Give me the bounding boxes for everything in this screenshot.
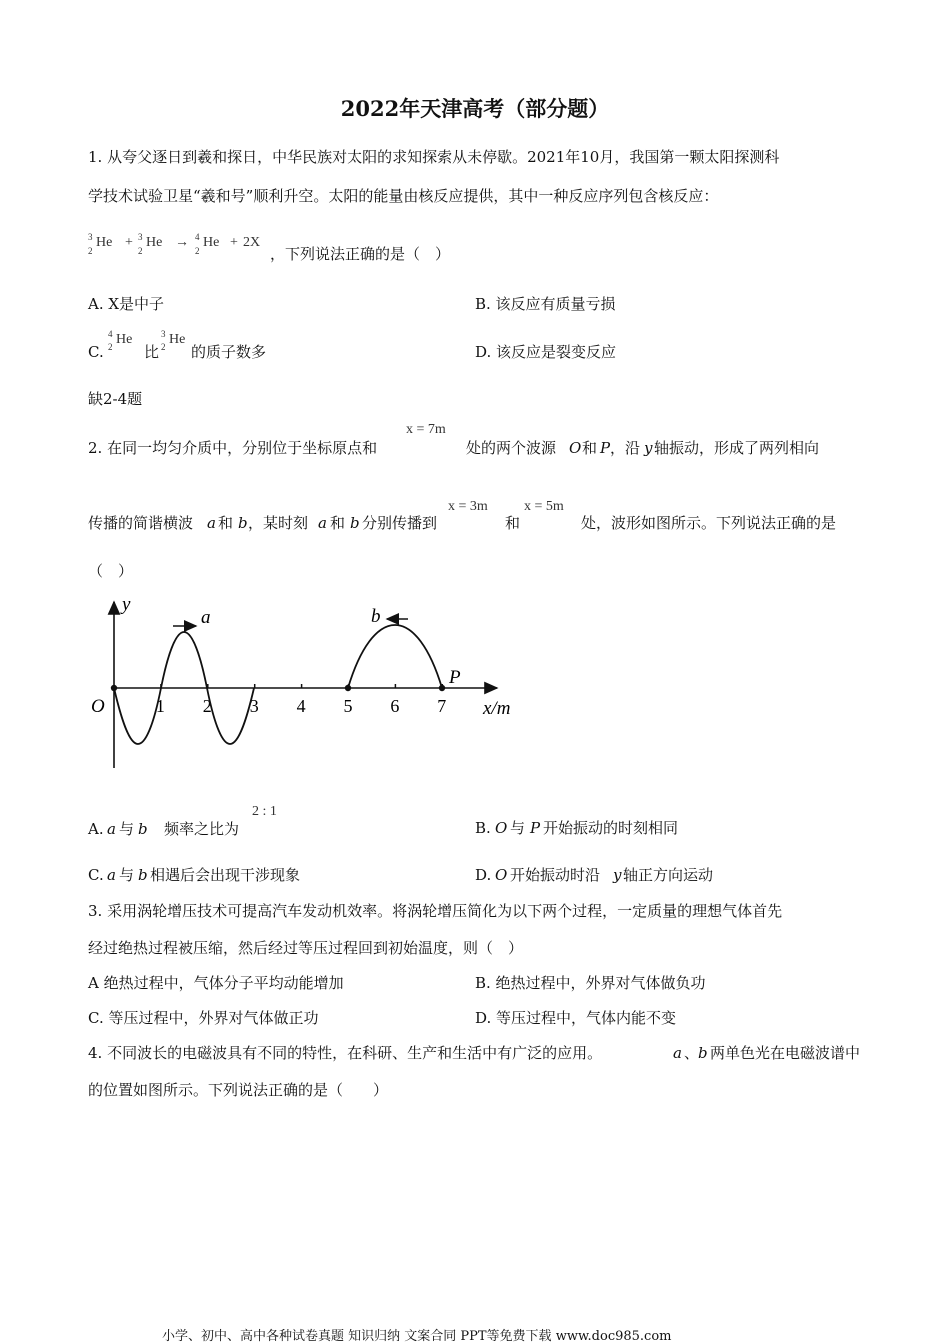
option-letter: C.: [88, 866, 104, 884]
q2-option-d: [475, 865, 775, 887]
charge-number: 2: [195, 246, 200, 256]
text-segment: 与: [119, 866, 135, 884]
mass-number: 4: [108, 329, 113, 339]
text-segment: 轴振动，形成了两列相向: [654, 439, 820, 457]
mass-number: 3: [138, 232, 143, 242]
text-segment: 频率之比为: [164, 820, 240, 838]
helium-symbol: He: [203, 235, 220, 250]
q3-option-d: D. 等压过程中，气体内能不变: [475, 1009, 677, 1027]
q4-line2: 的位置如图所示。下列说法正确的是（ ）: [88, 1081, 389, 1099]
mass-number: 3: [161, 329, 166, 339]
q2-line1: [88, 420, 868, 460]
origin-dot: [111, 685, 117, 691]
wave-b-front-dot: [345, 685, 351, 691]
x-tick-label: 5: [343, 696, 353, 716]
q3-option-c: C. 等压过程中，外界对气体做正功: [88, 1009, 319, 1027]
var-o: O: [495, 866, 508, 884]
x-tick-label: 6: [390, 696, 400, 716]
q1-stem-tail: ，下列说法正确的是（ ）: [270, 245, 451, 263]
option-letter: A.: [88, 820, 104, 838]
ratio-value: 2 : 1: [252, 804, 277, 819]
charge-number: 2: [108, 342, 113, 352]
option-text: 的质子数多: [191, 343, 267, 361]
origin-label: O: [91, 696, 105, 717]
var-b: b: [138, 866, 148, 884]
q1-option-c: [88, 328, 308, 362]
text-segment: ，沿: [610, 439, 641, 457]
product-2x: 2X: [243, 235, 261, 250]
missing-questions-note: 缺2-4题: [88, 390, 143, 408]
text-segment: 与: [119, 820, 135, 838]
var-y: y: [613, 866, 622, 884]
text-segment: 开始振动时沿: [510, 866, 601, 884]
charge-number: 2: [161, 342, 166, 352]
y-axis-label: y: [122, 594, 131, 615]
x-axis-label: x/m: [483, 698, 511, 719]
text-segment: 处，波形如图所示。下列说法正确的是: [581, 514, 837, 532]
q3-line1: 3. 采用涡轮增压技术可提高汽车发动机效率。将涡轮增压简化为以下两个过程，一定质量的理想气体首先: [88, 902, 783, 920]
text-segment: 分别传播到: [362, 514, 438, 532]
source-p-dot: [439, 685, 445, 691]
mass-number: 3: [88, 232, 93, 242]
helium-symbol: He: [116, 332, 133, 347]
q2-option-c: [88, 865, 388, 887]
helium-symbol: He: [96, 235, 113, 250]
q3-option-a: A 绝热过程中，气体分子平均动能增加: [88, 974, 344, 992]
text-segment: 和: [582, 439, 598, 457]
wave-figure: [85, 590, 535, 780]
var-a: a: [107, 820, 116, 838]
text-segment: 轴正方向运动: [623, 866, 714, 884]
wave-b-curve: [348, 625, 442, 688]
var-a: a: [318, 514, 327, 532]
q1-option-b: B. 该反应有质量亏损: [475, 295, 616, 313]
q1-reaction-formula: [88, 230, 278, 260]
math-x5: x = 5m: [524, 499, 564, 514]
mass-number: 4: [195, 232, 200, 242]
option-letter: C.: [88, 343, 104, 361]
text-segment: ，某时刻: [248, 514, 309, 532]
text-segment: 相遇后会出现干涉现象: [150, 866, 301, 884]
compare-text: 比: [144, 343, 160, 361]
q2-option-b: [475, 818, 775, 840]
q1-option-a: A. X是中子: [88, 295, 165, 313]
wave-b-label: b: [371, 606, 381, 627]
plus-sign: +: [125, 235, 133, 250]
x-tick-label: 1: [155, 696, 165, 716]
text-segment: 4. 不同波长的电磁波具有不同的特性，在科研、生产和生活中有广泛的应用。: [88, 1044, 603, 1062]
math-x3: x = 3m: [448, 499, 488, 514]
var-a: a: [107, 866, 116, 884]
source-p-label: P: [449, 667, 461, 688]
arrow-icon: →: [175, 235, 189, 250]
x-tick-label: 2: [202, 696, 212, 716]
q2-answer-paren: （ ）: [88, 562, 134, 580]
math-x7: x = 7m: [406, 422, 446, 437]
q3-line2: 经过绝热过程被压缩，然后经过等压过程回到初始温度，则（ ）: [88, 939, 524, 957]
var-b: b: [350, 514, 360, 532]
q1-line1: 1. 从夸父逐日到羲和探日，中华民族对太阳的求知探索从未停歇。2021年10月，我国第一颗太阳探测科: [88, 148, 780, 166]
text-segment: 处的两个波源: [466, 439, 557, 457]
var-o: O: [495, 819, 508, 837]
text-segment: 2. 在同一均匀介质中，分别位于坐标原点和: [88, 439, 378, 457]
separator: 、: [684, 1044, 700, 1062]
x-tick-label: 7: [437, 696, 447, 716]
option-letter: D.: [475, 866, 492, 884]
var-p: P: [530, 819, 541, 837]
x-tick-label: 4: [296, 696, 306, 716]
var-a: a: [207, 514, 216, 532]
text-segment: 和: [505, 514, 521, 532]
var-b: b: [138, 820, 148, 838]
text-segment: 与: [510, 819, 526, 837]
charge-number: 2: [138, 246, 143, 256]
var-a: a: [673, 1044, 682, 1062]
q4-line1: [88, 1043, 878, 1065]
footer-ad: 小学、初中、高中各种试卷真题 知识归纳 文案合同 PPT等免费下载 www.doc985.com: [162, 1329, 672, 1344]
text-segment: 开始振动的时刻相同: [543, 819, 679, 837]
text-segment: 和: [330, 514, 346, 532]
q2-line2: [88, 496, 878, 536]
helium-symbol: He: [169, 332, 186, 347]
text-segment: 和: [218, 514, 234, 532]
var-b: b: [698, 1044, 708, 1062]
var-b: b: [238, 514, 248, 532]
charge-number: 2: [88, 246, 93, 256]
var-y: y: [644, 439, 653, 457]
helium-symbol: He: [146, 235, 163, 250]
plus-sign: +: [230, 235, 238, 250]
option-letter: B.: [475, 819, 491, 837]
q2-option-a: [88, 804, 328, 840]
q1-line2: 学技术试验卫星“羲和号”顺利升空。太阳的能量由核反应提供，其中一种反应序列包含核反应：: [88, 187, 719, 205]
text-segment: 两单色光在电磁波谱中: [710, 1044, 861, 1062]
q3-option-b: B. 绝热过程中，外界对气体做负功: [475, 974, 706, 992]
x-tick-label: 3: [249, 696, 259, 716]
var-p: P: [600, 439, 611, 457]
wave-a-label: a: [201, 607, 211, 628]
text-segment: 传播的简谐横波: [88, 514, 194, 532]
page-title: 2022年天津高考（部分题）: [340, 96, 610, 121]
q1-option-d: D. 该反应是裂变反应: [475, 343, 617, 361]
var-o: O: [569, 439, 582, 457]
